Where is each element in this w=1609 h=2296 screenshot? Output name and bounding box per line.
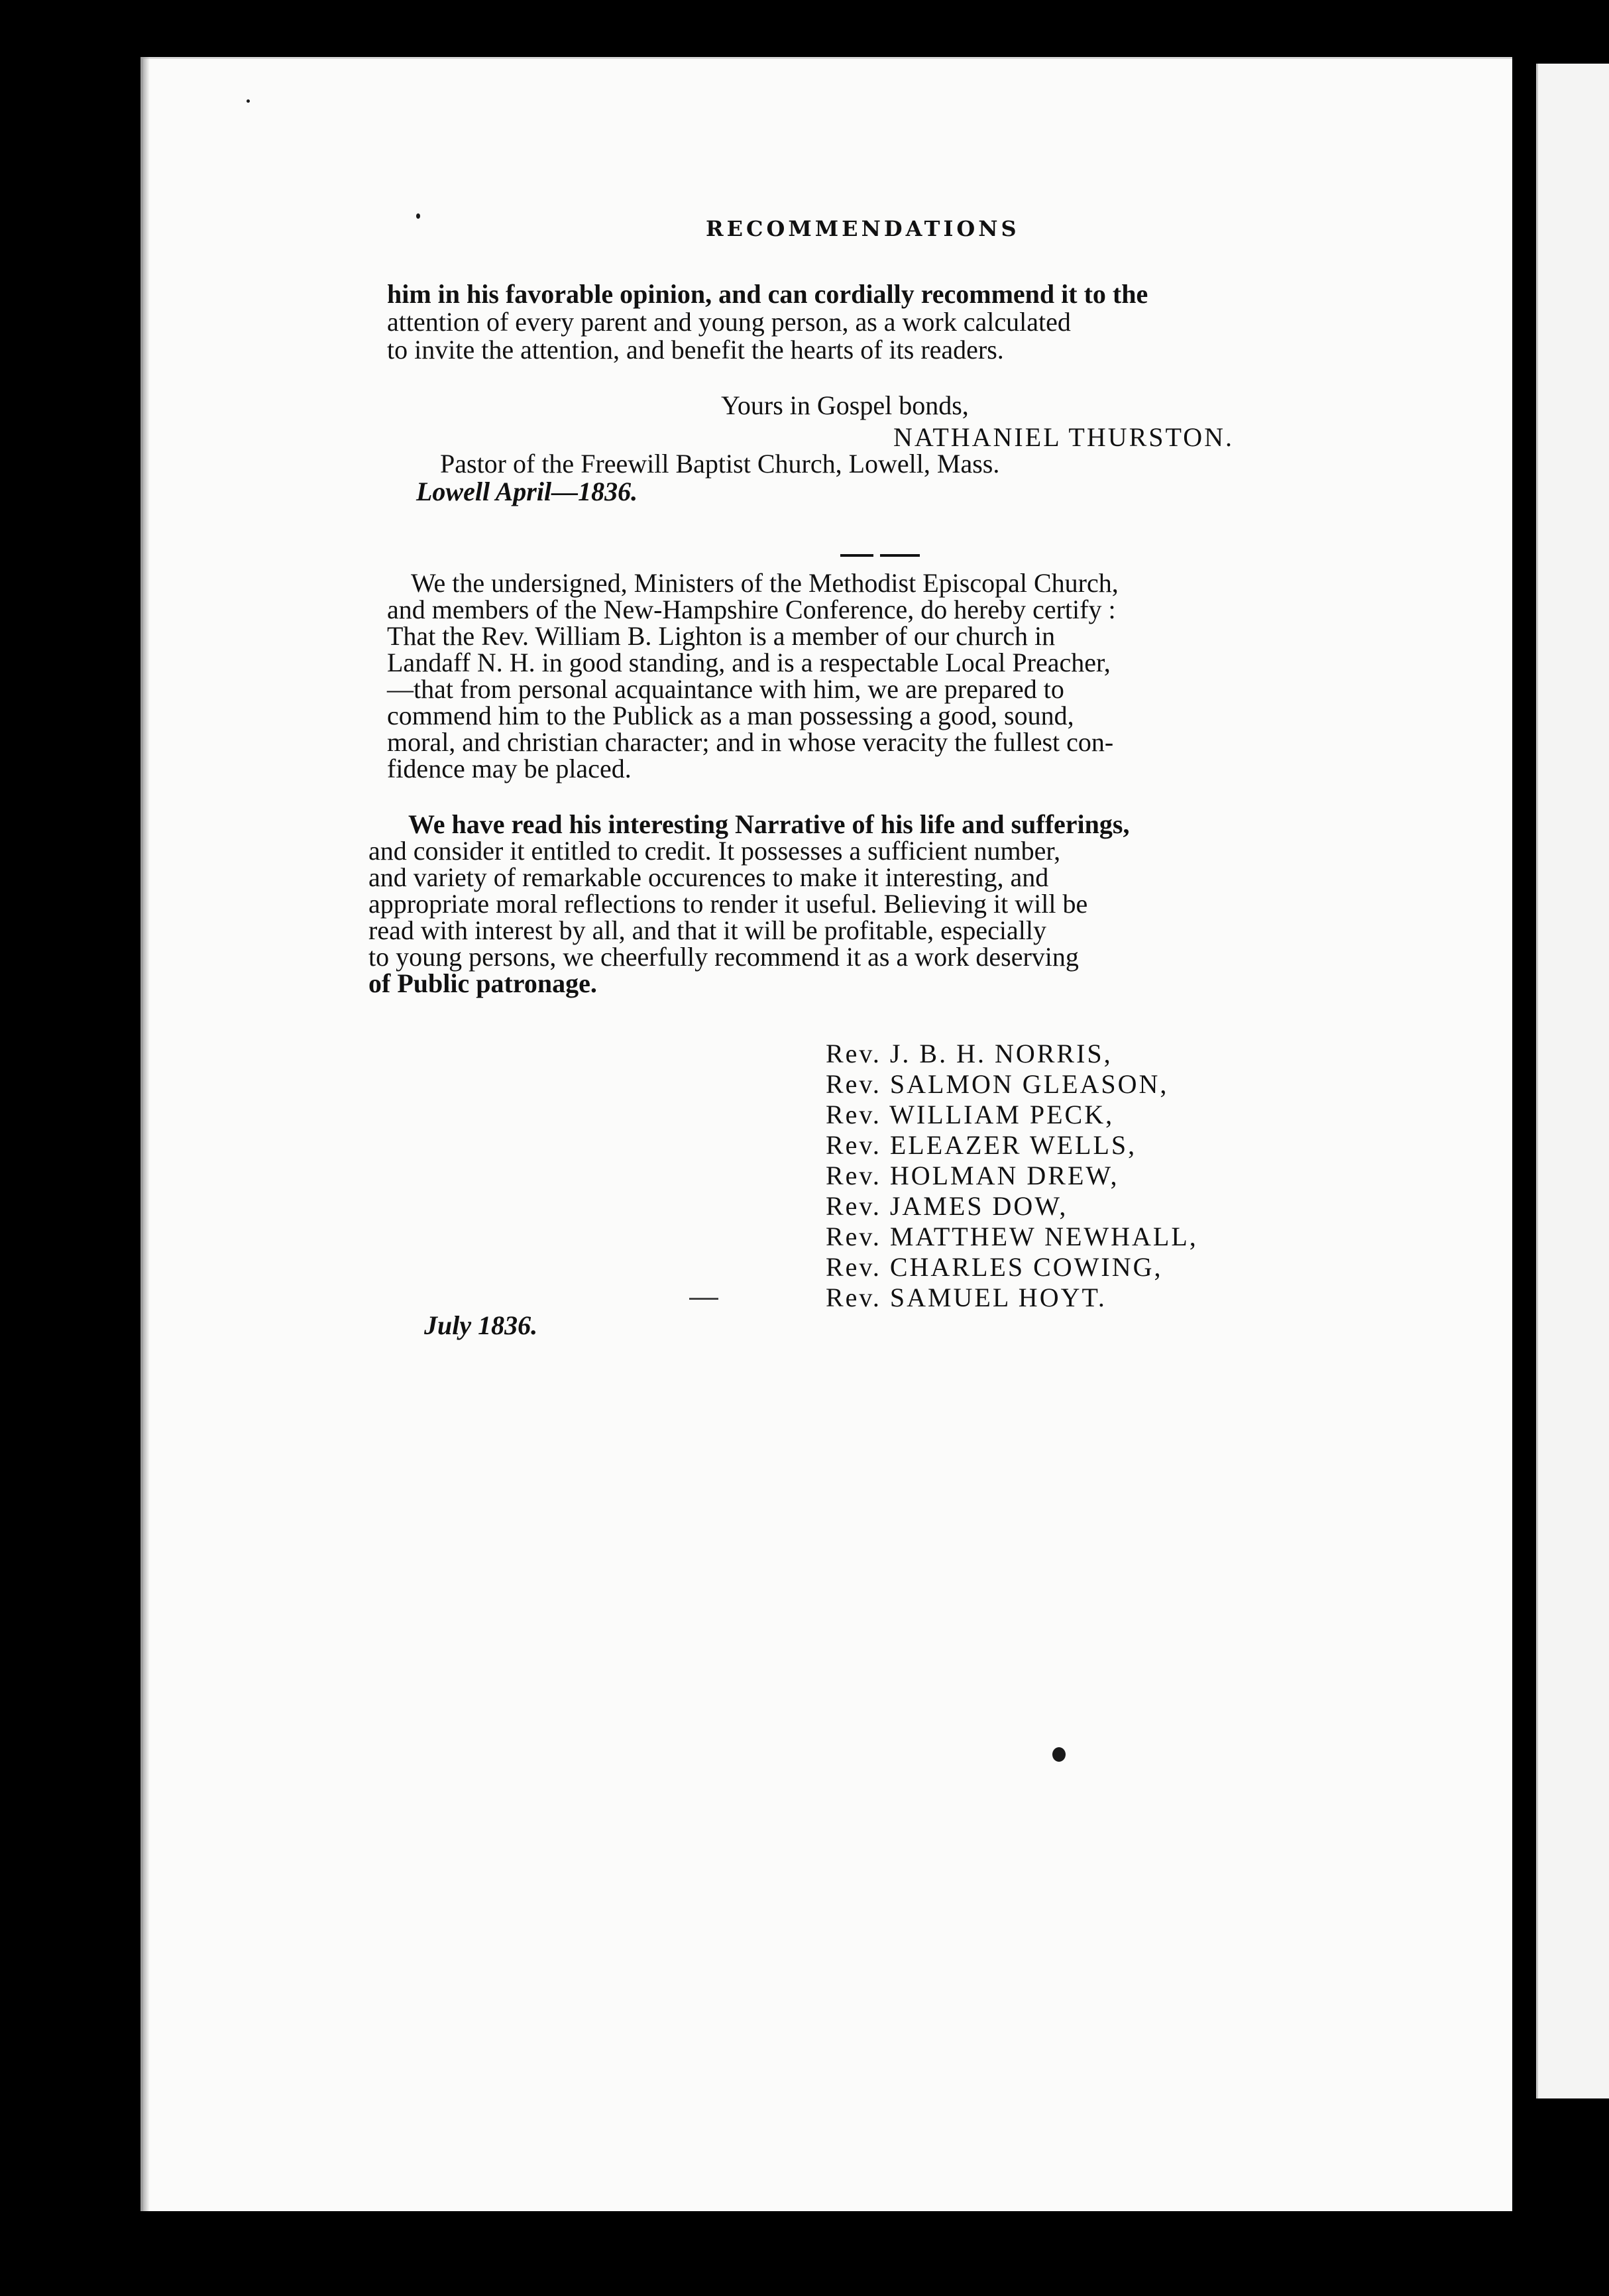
- p1-line-2: and members of the New-Hampshire Conference, do hereby certify :: [387, 595, 1116, 624]
- p2-line-4: appropriate moral reflections to render it useful. Believing it will be: [368, 889, 1088, 919]
- p2-line-6: to young persons, we cheerfully recommend it as a work deserving: [368, 942, 1079, 972]
- p2-line-3: and variety of remarkable occurences to make it interesting, and: [368, 862, 1049, 892]
- p2-line-7: of Public patronage.: [368, 968, 597, 998]
- ink-speck: [247, 99, 250, 103]
- letter1-body: [387, 281, 1368, 387]
- signatory: Rev. SALMON GLEASON,: [826, 1069, 1169, 1099]
- p1-line-4: Landaff N. H. in good standing, and is a respectable Local Preacher,: [387, 648, 1111, 677]
- section-divider: [840, 554, 920, 557]
- letter2-date: July 1836.: [424, 1310, 538, 1340]
- signatory: Rev. CHARLES COWING,: [826, 1252, 1163, 1282]
- page-gutter-shadow: [140, 57, 150, 2211]
- p1-line-8: fidence may be placed.: [387, 754, 632, 783]
- letter2-paragraph-1: [387, 570, 1368, 795]
- letter1-signer: NATHANIEL THURSTON.: [893, 422, 1235, 452]
- letter1-line-2: attention of every parent and young person, as a work calculated: [387, 307, 1071, 337]
- letter1-closing: Yours in Gospel bonds,: [721, 390, 969, 420]
- p1-line-3: That the Rev. William B. Lighton is a member of our church in: [387, 621, 1056, 651]
- signatory: Rev. JAMES DOW,: [826, 1191, 1068, 1221]
- ink-mark: [689, 1298, 718, 1300]
- page-header: RECOMMENDATIONS: [706, 216, 1020, 241]
- letter2-paragraph-2: [368, 811, 1349, 1010]
- letter1-line-3: to invite the attention, and benefit the hearts of its readers.: [387, 335, 1004, 365]
- p1-line-1: We the undersigned, Ministers of the Methodist Episcopal Church,: [411, 568, 1119, 598]
- adjacent-page-edge: [1536, 64, 1609, 2098]
- p1-line-5: —that from personal acquaintance with him, we are prepared to: [387, 674, 1064, 704]
- signatory: Rev. J. B. H. NORRIS,: [826, 1039, 1113, 1068]
- signatory: Rev. SAMUEL HOYT.: [826, 1283, 1107, 1312]
- ink-speck: [1052, 1747, 1066, 1762]
- p2-line-1: We have read his interesting Narrative of his life and sufferings,: [408, 809, 1130, 839]
- p1-line-6: commend him to the Publick as a man possessing a good, sound,: [387, 701, 1074, 730]
- p1-line-7: moral, and christian character; and in whose veracity the fullest con-: [387, 727, 1114, 757]
- signatory: Rev. WILLIAM PECK,: [826, 1100, 1115, 1129]
- ink-speck: [416, 213, 420, 219]
- signatory: Rev. MATTHEW NEWHALL,: [826, 1222, 1198, 1251]
- signatories-list: [826, 1038, 1356, 1316]
- letter1-line-1: him in his favorable opinion, and can cordially recommend it to the: [387, 279, 1148, 309]
- signatory: Rev. ELEAZER WELLS,: [826, 1130, 1137, 1160]
- signatory: Rev. HOLMAN DREW,: [826, 1161, 1119, 1190]
- letter1-title: Pastor of the Freewill Baptist Church, Lowell, Mass.: [440, 449, 1000, 479]
- p2-line-2: and consider it entitled to credit. It possesses a sufficient number,: [368, 836, 1061, 866]
- p2-line-5: read with interest by all, and that it will be profitable, especially: [368, 915, 1047, 945]
- letter1-place-date: Lowell April—1836.: [416, 477, 638, 506]
- section-divider-gap: [873, 553, 880, 558]
